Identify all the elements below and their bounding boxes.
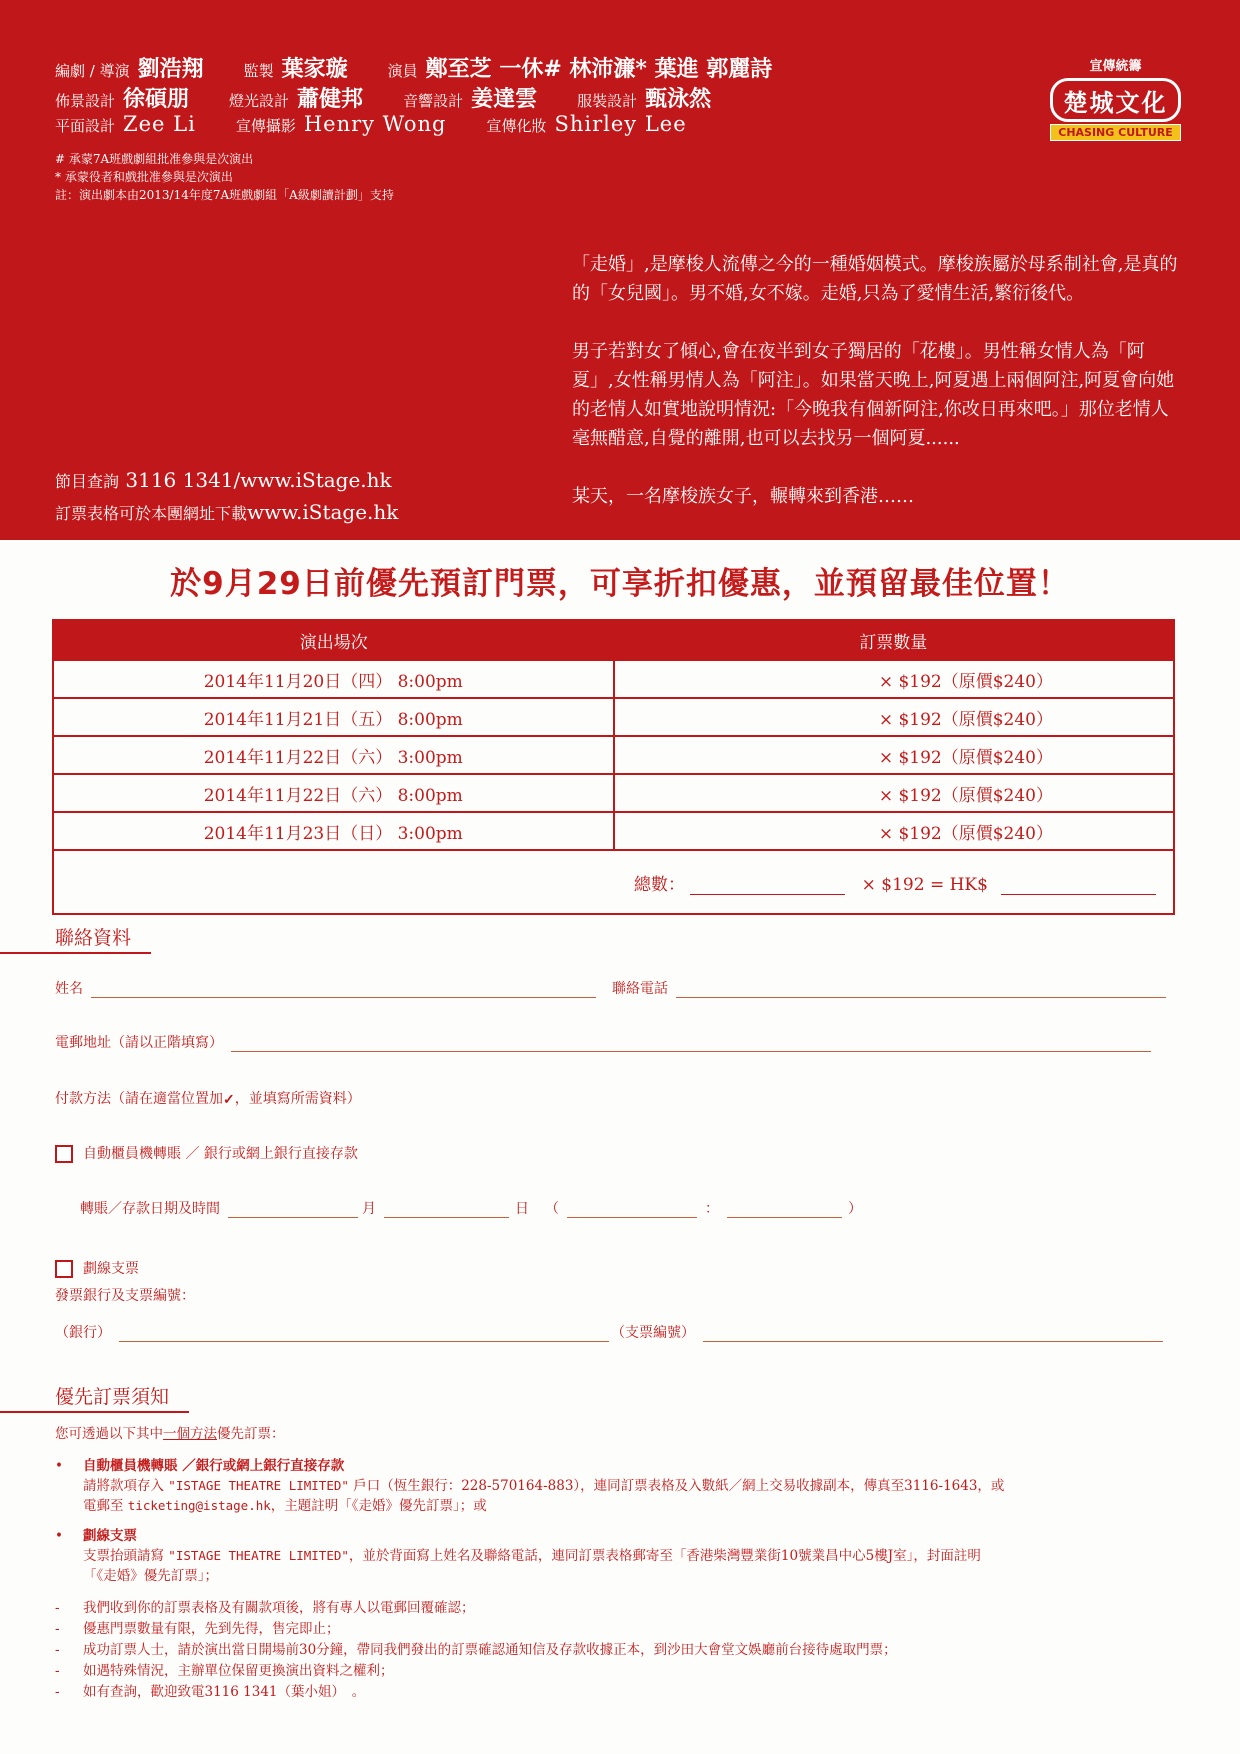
term-item: - 成功訂票人士，請於演出當日開場前30分鐘，帶同我們發出的訂票確認通知信及存款收據正本，到沙田大會堂文娛廳前台接待處取門票； xyxy=(55,1642,897,1658)
cheque-number-label: （支票編號） xyxy=(611,1325,695,1341)
credits xyxy=(55,52,812,142)
transfer-minute-input[interactable] xyxy=(727,1216,842,1218)
total-amount-field[interactable] xyxy=(1001,876,1156,895)
download-text: 訂票表格可於本團網址下載 xyxy=(55,504,248,523)
transfer-day-input[interactable] xyxy=(384,1216,509,1218)
session-cell: 2014年11月22日（六） 3:00pm xyxy=(53,736,614,774)
name-input[interactable] xyxy=(91,996,596,998)
total-row xyxy=(53,850,1174,914)
total-cell xyxy=(53,850,1174,914)
contact-section-title: 聯絡資料 xyxy=(0,923,151,954)
synopsis-paragraph: 男子若對女了傾心,會在夜半到女子獨居的「花樓」。男性稱女情人為「阿夏」,女性稱男情人為「阿注」。如果當天晚上,阿夏遇上兩個阿注,阿夏會向她的老情人如實地說明情況:「今晚我有個新阿注,你改日再來吧。」那位老情人毫無醋意,自覺的離開,也可以去找另一個阿夏...... xyxy=(572,341,1175,449)
credit-item xyxy=(403,82,537,113)
phone-input[interactable] xyxy=(676,996,1166,998)
credit-item xyxy=(55,52,204,83)
email-input[interactable] xyxy=(231,1050,1151,1052)
credit-role: 宣傳化妝 xyxy=(486,117,547,135)
email-link[interactable]: ticketing@istage.hk xyxy=(127,1498,271,1513)
credit-name: Shirley Lee xyxy=(554,112,687,136)
enquiry-label: 節目查詢 xyxy=(55,472,120,491)
column-header-session: 演出場次 xyxy=(53,620,614,660)
ticket-order-table xyxy=(52,619,1175,915)
method-item: • 劃線支票 支票抬頭請寫 "ISTAGE THEATRE LIMITED"，並於背面寫上姓名及聯絡電話，連同訂票表格郵寄至「香港柴灣豐業街10號業昌中心5樓J室」，封面註明 「《走婚》優先訂票」； xyxy=(55,1528,981,1584)
term-item: - 如有查詢，歡迎致電3116 1341（葉小姐） 。 xyxy=(55,1684,366,1700)
method-item: • 自動櫃員機轉賬 ／銀行或網上銀行直接存款 請將款項存入 "ISTAGE THEATRE LIMITED" 戶口（恆生銀行：228-570164-883），連同訂票表格及入數紙／網上交易收據副本，傳真至3116-1643，或 電郵至 ticketing@istage.hk，主題註明「《走婚》優先訂票」；或 xyxy=(55,1458,1005,1514)
enquiry-info xyxy=(55,468,398,524)
synopsis-paragraph: 「走婚」,是摩梭人流傳之今的一種婚姻模式。摩梭族屬於母系制社會,是真的的「女兒國」。男不婚,女不嫁。走婚,只為了愛情生活,繁衍後代。 xyxy=(572,254,1178,304)
checkmark-icon: ✓ xyxy=(223,1092,235,1108)
promo-headline: 於9月29日前優先預訂門票，可享折扣優惠，並預留最佳位置！ xyxy=(170,566,1070,602)
logo-label: 宣傳統籌 xyxy=(1089,59,1142,74)
transfer-option-label: 自動櫃員機轉賬 ／ 銀行或網上銀行直接存款 xyxy=(83,1146,358,1162)
credit-role: 音響設計 xyxy=(403,92,464,110)
credit-name: 劉浩翔 xyxy=(137,56,204,82)
quantity-cell[interactable]: × $192（原價$240） xyxy=(614,774,1175,812)
credit-item xyxy=(55,112,196,136)
credit-item xyxy=(55,82,189,113)
table-row xyxy=(53,812,1174,850)
total-label: 總數： xyxy=(634,874,685,895)
email-label: 電郵地址（請以正階填寫） xyxy=(55,1035,223,1051)
credit-role: 編劇 / 導演 xyxy=(55,62,130,80)
credit-role: 平面設計 xyxy=(55,117,116,135)
emphasis-text: 一個方法 xyxy=(163,1426,217,1442)
term-item: - 如遇特殊情況，主辦單位保留更換演出資料之權利； xyxy=(55,1663,394,1679)
payment-option-cheque xyxy=(55,1258,139,1278)
table-row xyxy=(53,736,1174,774)
table-row xyxy=(53,698,1174,736)
credits-row xyxy=(55,52,812,82)
credit-item xyxy=(236,112,447,136)
credits-row xyxy=(55,82,812,112)
term-item: - 我們收到你的訂票表格及有關款項後，將有專人以電郵回覆確認； xyxy=(55,1600,475,1616)
bank-input[interactable] xyxy=(119,1340,609,1342)
synopsis xyxy=(572,250,1182,540)
note: 註：演出劇本由2013/14年度7A班戲劇組「A級劇讀計劃」支持 xyxy=(55,188,394,202)
method-title: 自動櫃員機轉賬 ／銀行或網上銀行直接存款 xyxy=(83,1458,345,1474)
session-cell: 2014年11月20日（四） 8:00pm xyxy=(53,660,614,698)
credit-role: 演員 xyxy=(387,62,418,80)
name-label: 姓名 xyxy=(55,981,83,997)
table-row xyxy=(53,774,1174,812)
credit-name: 徐碩朋 xyxy=(123,86,190,112)
quantity-cell[interactable]: × $192（原價$240） xyxy=(614,736,1175,774)
total-formula: × $192 = HK$ xyxy=(861,874,988,895)
transfer-date-label: 轉賬／存款日期及時間 xyxy=(80,1201,220,1217)
credit-item xyxy=(244,52,348,83)
credit-name: 鄭至芝 一休# 林沛濂* 葉進 郭麗詩 xyxy=(425,56,773,82)
email-field xyxy=(55,1032,1151,1052)
credit-name: Zee Li xyxy=(123,112,196,136)
credit-name: 蕭健邦 xyxy=(297,86,364,112)
phone-label: 聯絡電話 xyxy=(612,981,668,997)
logo-subtitle: CHASING CULTURE xyxy=(1050,124,1181,141)
header-banner xyxy=(0,0,1240,540)
credit-role: 宣傳攝影 xyxy=(235,117,296,135)
phone-field xyxy=(612,978,1166,998)
credit-item xyxy=(229,82,363,113)
notice-section-title: 優先訂票須知 xyxy=(0,1382,189,1413)
cheque-checkbox[interactable] xyxy=(55,1260,73,1278)
day-label: 日 xyxy=(515,1201,529,1217)
credit-role: 佈景設計 xyxy=(55,92,116,110)
transfer-month-input[interactable] xyxy=(228,1216,358,1218)
transfer-hour-input[interactable] xyxy=(567,1216,697,1218)
credit-role: 燈光設計 xyxy=(229,92,290,110)
table-row xyxy=(53,660,1174,698)
credit-name: 甄泳然 xyxy=(645,86,712,112)
credit-name: 葉家璇 xyxy=(281,56,348,82)
name-field xyxy=(55,978,596,998)
note: * 承蒙役者和戲批准參與是次演出 xyxy=(55,170,233,184)
quantity-cell[interactable]: × $192（原價$240） xyxy=(614,812,1175,850)
download-link[interactable]: www.iStage.hk xyxy=(247,500,399,524)
synopsis-paragraph: 某天，一名摩梭族女子，輾轉來到香港…… xyxy=(572,486,914,507)
credit-role: 服裝設計 xyxy=(577,92,638,110)
payment-option-transfer xyxy=(55,1143,358,1163)
method-title: 劃線支票 xyxy=(83,1528,137,1544)
cheque-info-label: 發票銀行及支票編號： xyxy=(55,1288,195,1304)
credit-item xyxy=(577,82,711,113)
transfer-checkbox[interactable] xyxy=(55,1145,73,1163)
note: # 承蒙7A班戲劇組批准參與是次演出 xyxy=(55,152,254,166)
credit-item xyxy=(388,52,773,83)
credits-row xyxy=(55,112,812,142)
enquiry-value[interactable]: 3116 1341/www.iStage.hk xyxy=(125,468,392,492)
notice-intro: 您可透過以下其中一個方法優先訂票： xyxy=(55,1426,285,1442)
cheque-option-label: 劃線支票 xyxy=(83,1261,139,1277)
payment-method-label: 付款方法（請在適當位置加 ✓ ，並填寫所需資料） xyxy=(55,1091,361,1108)
credit-name: Henry Wong xyxy=(303,112,447,136)
term-item: - 優惠門票數量有限，先到先得，售完即止； xyxy=(55,1621,340,1637)
logo-mark: 楚城文化 xyxy=(1050,78,1181,122)
bank-label: （銀行） xyxy=(55,1325,111,1341)
cheque-number-input[interactable] xyxy=(703,1340,1163,1342)
quantity-cell[interactable]: × $192（原價$240） xyxy=(614,698,1175,736)
session-cell: 2014年11月23日（日） 3:00pm xyxy=(53,812,614,850)
session-cell: 2014年11月21日（五） 8:00pm xyxy=(53,698,614,736)
credit-notes xyxy=(55,150,394,204)
terms-list xyxy=(55,1598,897,1703)
credit-name: 姜達雲 xyxy=(471,86,538,112)
session-cell: 2014年11月22日（六） 8:00pm xyxy=(53,774,614,812)
credit-role: 監製 xyxy=(243,62,274,80)
bank-field xyxy=(55,1322,1163,1342)
column-header-quantity: 訂票數量 xyxy=(614,620,1175,660)
month-label: 月 xyxy=(362,1201,376,1217)
sponsor-logo xyxy=(1050,55,1181,141)
transfer-date-field: 轉賬／存款日期及時間 月 日 （ ： ） xyxy=(80,1198,862,1218)
total-quantity-field[interactable] xyxy=(690,876,845,895)
credit-item xyxy=(486,112,686,136)
quantity-cell[interactable]: × $192（原價$240） xyxy=(614,660,1175,698)
